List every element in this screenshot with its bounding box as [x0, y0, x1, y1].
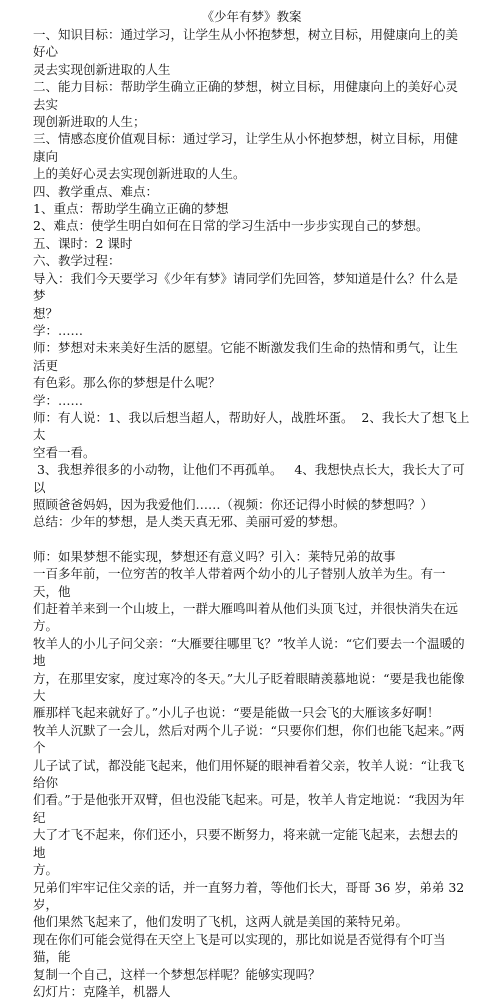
text-line: 照顾爸爸妈妈，因为我爱他们……（视频：你还记得小时候的梦想吗？）	[33, 496, 434, 512]
text-line: 灵去实现创新进取的人生	[33, 61, 171, 77]
text-line: 复制一个自己，这样一个梦想怎样呢？能够实现吗？	[33, 966, 321, 982]
text-line: 有色彩。那么你的梦想是什么呢？	[33, 375, 221, 391]
text-line: 方，在那里安家，度过寒冷的冬天。”大儿子眨着眼睛羡慕地说：“要是我也能像大	[33, 670, 465, 704]
text-line: 牧羊人沉默了一会儿，然后对两个儿子说：“只要你们想，你们也能飞起来。”两个	[33, 722, 465, 756]
text-line: 想？	[33, 305, 59, 321]
text-line: 三、情感态度价值观目标：通过学习，让学生从小怀抱梦想，树立目标，用健康向	[33, 131, 459, 164]
body-section-1	[33, 26, 470, 531]
text-line: 幻灯片：克隆羊，机器人	[33, 983, 171, 999]
text-line: 四、教学重点、难点：	[33, 183, 159, 199]
text-line: 六、教学过程：	[33, 253, 121, 269]
text-line: 大了才飞不起来，你们还小，只要不断努力，将来就一定能飞起来，去想去的地	[33, 827, 459, 860]
text-line: 师：有人说：1、我以后想当超人，帮助好人，战胜坏蛋。 2、我长大了想飞上太	[33, 409, 470, 443]
text-line: 现创新进取的人生；	[33, 114, 146, 130]
document-title: 《少年有梦》教案	[201, 9, 302, 24]
text-line: 五、课时：2 课时	[33, 235, 133, 251]
text-line: 兄弟们牢牢记住父亲的话，并一直努力着，等他们长大，哥哥 36 岁，弟弟 32 岁，	[33, 879, 469, 912]
text-line: 学：……	[33, 392, 84, 408]
text-line: 们赶着羊来到一个山坡上，一群大雁鸣叫着从他们头顶飞过，并很快消失在远方。	[33, 601, 459, 634]
text-line: 方。	[33, 862, 59, 878]
text-line: 牧羊人的小儿子问父亲：“大雁要往哪里飞？”牧羊人说：“它们要去一个温暖的地	[33, 635, 465, 669]
text-line: 上的美好心灵去实现创新进取的人生。	[33, 166, 246, 182]
text-line: 雁那样飞起来就好了。”小儿子也说：“要是能做一只会飞的大雁该多好啊！	[33, 705, 440, 721]
text-line: 们看。”于是他张开双臂，但也没能飞起来。可是，牧羊人肯定地说：“我因为年纪	[33, 792, 465, 825]
text-line: 空看一看。	[33, 444, 96, 460]
text-line: 1、重点：帮助学生确立正确的梦想	[33, 201, 229, 217]
text-line: 现在你们可能会觉得在天空上飞是可以实现的，那比如说是否觉得有个叮当猫，能	[33, 931, 446, 965]
text-line: 二、能力目标：帮助学生确立正确的梦想，树立目标，用健康向上的美好心灵去实	[33, 79, 459, 112]
text-line: 一、知识目标：通过学习，让学生从小怀抱梦想，树立目标，用健康向上的美好心	[33, 27, 459, 60]
text-line: 2、难点：使学生明白如何在日常的学习生活中一步步实现自己的梦想。	[33, 218, 429, 234]
text-line: 师：梦想对未来美好生活的愿望。它能不断激发我们生命的热情和勇气，让生活更	[33, 340, 459, 373]
text-line: 总结：少年的梦想，是人类天真无邪、美丽可爱的梦想。	[33, 514, 346, 530]
text-line: 导入：我们今天要学习《少年有梦》请同学们先回答，梦知道是什么？什么是梦	[33, 270, 459, 304]
text-line: 他们果然飞起来了，他们发明了飞机，这两人就是美国的莱特兄弟。	[33, 914, 409, 930]
text-line: 一百多年前，一位穷苦的牧羊人带着两个幼小的儿子替别人放羊为生。有一天，他	[33, 566, 446, 599]
text-line: 儿子试了试，都没能飞起来，他们用怀疑的眼神看着父亲，牧羊人说：“让我飞给你	[33, 757, 465, 791]
body-section-2	[33, 548, 470, 1000]
text-line: 师：如果梦想不能实现，梦想还有意义吗？引入：莱特兄弟的故事	[33, 548, 396, 564]
paragraph-gap	[33, 531, 470, 548]
text-line: 学：……	[33, 322, 84, 338]
text-line: 3、我想养很多的小动物，让他们不再孤单。 4、我想快点长大，我长大了可以	[33, 462, 465, 495]
